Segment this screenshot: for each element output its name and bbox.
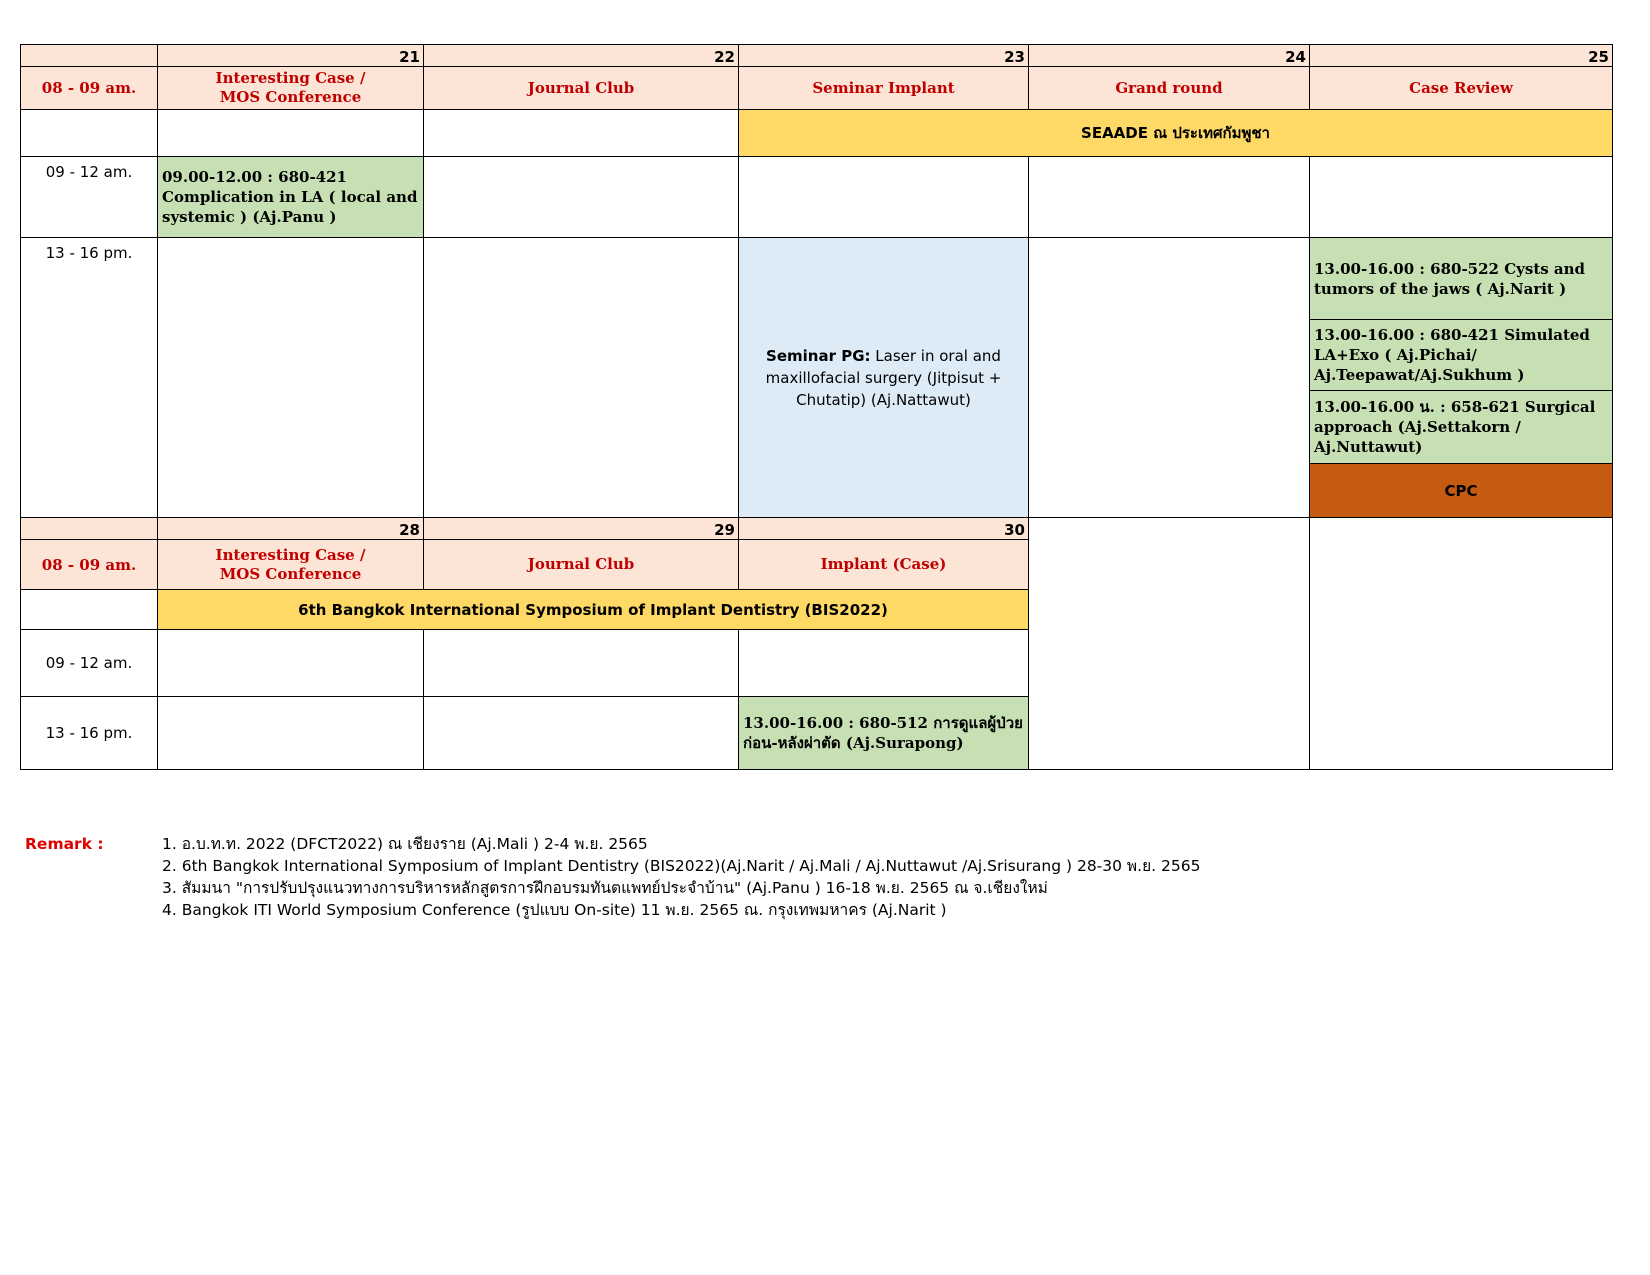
empty-slot — [424, 238, 739, 518]
seminar-label: Seminar PG: — [766, 346, 871, 365]
date-cell: 25 — [1310, 45, 1613, 67]
remark-item: 1. อ.บ.ท.ท. 2022 (DFCT2022) ณ เชียงราย (Aj.Mali ) 2-4 พ.ย. 2565 — [162, 835, 648, 853]
time-label: 13 - 16 pm. — [21, 697, 158, 770]
date-cell: 23 — [739, 45, 1029, 67]
morning-session: Implant (Case) — [739, 540, 1029, 590]
empty-slot — [158, 697, 424, 770]
date-cell: 30 — [739, 518, 1029, 540]
cpc-badge: CPC — [1310, 464, 1613, 518]
empty-slot — [1310, 157, 1613, 238]
empty-slot — [739, 630, 1029, 697]
event-banner: SEAADE ณ ประเทศกัมพูชา — [739, 110, 1613, 157]
remark-item: 3. สัมมนา "การปรับปรุงแนวทางการบริหารหลักสูตรการฝึกอบรมทันตแพทย์ประจำบ้าน" (Aj.Panu ) 16-18 พ.ย. 2565 ณ จ.เชียงใหม่ — [162, 879, 1048, 897]
date-cell: 22 — [424, 45, 739, 67]
empty-slot — [1310, 518, 1613, 770]
morning-session: Grand round — [1029, 67, 1310, 110]
blank-cell — [21, 518, 158, 540]
morning-session: Case Review — [1310, 67, 1613, 110]
empty-slot — [739, 157, 1029, 238]
remark-item: 2. 6th Bangkok International Symposium of Implant Dentistry (BIS2022)(Aj.Narit / Aj.Mali / Aj.Nuttawut /Aj.Srisurang ) 28-30 พ.ย. 2565 — [162, 857, 1201, 875]
empty-slot — [424, 157, 739, 238]
remark-item: 4. Bangkok ITI World Symposium Conference (รูปแบบ On-site) 11 พ.ย. 2565 ณ. กรุงเทพมหาคร (Aj.Narit ) — [162, 901, 947, 919]
empty-slot — [1029, 238, 1310, 518]
blank-cell — [21, 590, 158, 630]
blank-cell — [21, 110, 158, 157]
morning-session: Journal Club — [424, 67, 739, 110]
blank-cell — [424, 110, 739, 157]
date-cell: 29 — [424, 518, 739, 540]
time-label: 09 - 12 am. — [21, 630, 158, 697]
empty-slot — [158, 238, 424, 518]
week1-slot2-row — [21, 238, 1613, 320]
time-label: 09 - 12 am. — [21, 157, 158, 238]
empty-slot — [424, 630, 739, 697]
remark-label: Remark : — [25, 835, 104, 853]
morning-session: Interesting Case / MOS Conference — [158, 540, 424, 590]
morning-session: Journal Club — [424, 540, 739, 590]
remark-list — [162, 833, 1562, 921]
morning-session: Seminar Implant — [739, 67, 1029, 110]
session-cell: 13.00-16.00 : 680-512 การดูแลผู้ป่วยก่อน-หลังผ่าตัด (Aj.Surapong) — [739, 697, 1029, 770]
empty-slot — [1029, 518, 1310, 770]
event-banner: 6th Bangkok International Symposium of Implant Dentistry (BIS2022) — [158, 590, 1029, 630]
week1-morning-row — [21, 67, 1613, 110]
date-cell: 21 — [158, 45, 424, 67]
week1-date-row — [21, 45, 1613, 67]
seminar-text: Laser in oral and maxillofacial surgery (Jitpisut + Chutatip) (Aj.Nattawut) — [765, 346, 1002, 409]
session-cell: 13.00-16.00 น. : 658-621 Surgical approach (Aj.Settakorn / Aj.Nuttawut) — [1310, 391, 1613, 464]
time-label: 13 - 16 pm. — [21, 238, 158, 518]
date-cell: 28 — [158, 518, 424, 540]
morning-session: Interesting Case / MOS Conference — [158, 67, 424, 110]
week2-date-row — [21, 518, 1613, 540]
week1-slot1-row — [21, 157, 1613, 238]
blank-cell — [158, 110, 424, 157]
session-cell: 13.00-16.00 : 680-522 Cysts and tumors of the jaws ( Aj.Narit ) — [1310, 238, 1613, 320]
time-label: 08 - 09 am. — [21, 540, 158, 590]
schedule-table — [20, 44, 1613, 770]
date-cell: 24 — [1029, 45, 1310, 67]
session-cell: 09.00-12.00 : 680-421 Complication in LA ( local and systemic ) (Aj.Panu ) — [158, 157, 424, 238]
time-label: 08 - 09 am. — [21, 67, 158, 110]
session-cell: 13.00-16.00 : 680-421 Simulated LA+Exo ( Aj.Pichai/ Aj.Teepawat/Aj.Sukhum ) — [1310, 320, 1613, 391]
empty-slot — [424, 697, 739, 770]
empty-slot — [1029, 157, 1310, 238]
week1-banner-row — [21, 110, 1613, 157]
blank-cell — [21, 45, 158, 67]
seminar-cell — [739, 238, 1029, 518]
empty-slot — [158, 630, 424, 697]
